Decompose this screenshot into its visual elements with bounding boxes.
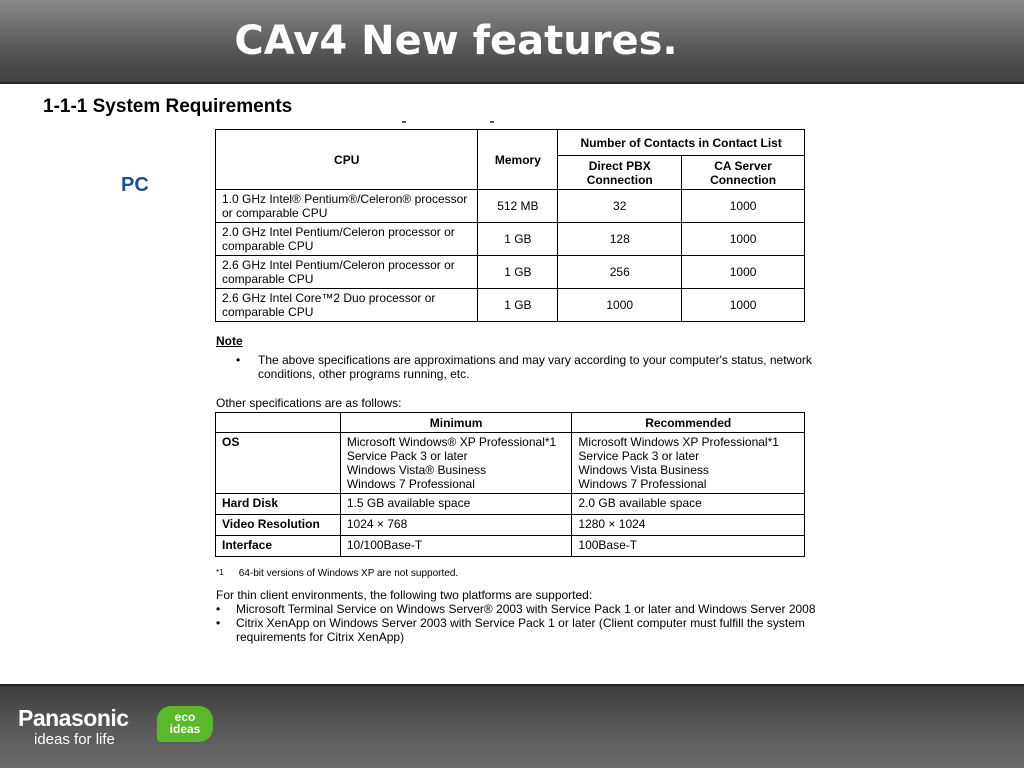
scan-artifact <box>490 121 494 123</box>
spec-minimum <box>340 433 572 494</box>
slide-footer <box>0 684 1024 768</box>
direct-pbx-cell: 1000 <box>558 289 682 322</box>
badge-line-1: eco <box>174 710 196 724</box>
header-recommended: Recommended <box>572 413 805 433</box>
spec-recommended: 2.0 GB available space <box>572 494 805 515</box>
os-line: Windows 7 Professional <box>578 477 707 491</box>
table-row <box>216 494 805 515</box>
list-item-text: Microsoft Terminal Service on Windows Server® 2003 with Service Pack 1 or later and Windows Server 2008 <box>236 602 816 616</box>
note-block <box>216 334 816 381</box>
header-blank <box>216 413 341 433</box>
list-item <box>216 616 816 644</box>
os-line: Windows Vista® Business <box>346 463 487 477</box>
other-specs-table <box>215 412 805 557</box>
header-contacts-group: Number of Contacts in Contact List <box>558 130 805 156</box>
spec-recommended: 1280 × 1024 <box>572 515 805 536</box>
memory-cell: 1 GB <box>478 256 558 289</box>
memory-cell: 1 GB <box>478 223 558 256</box>
eco-ideas-badge <box>157 706 213 742</box>
table-row <box>216 289 805 322</box>
brand-tagline: ideas for life <box>34 731 115 748</box>
ca-server-cell: 1000 <box>682 190 805 223</box>
spec-label: OS <box>216 433 341 494</box>
ca-server-cell: 1000 <box>682 223 805 256</box>
memory-cell: 512 MB <box>478 190 558 223</box>
thin-client-intro: For thin client environments, the following two platforms are supported: <box>216 588 593 602</box>
memory-cell: 1 GB <box>478 289 558 322</box>
scan-artifact <box>402 121 406 123</box>
table-row <box>216 536 805 557</box>
spec-recommended: 100Base-T <box>572 536 805 557</box>
header-minimum: Minimum <box>340 413 572 433</box>
contacts-requirements-table <box>215 129 805 322</box>
cpu-cell: 2.6 GHz Intel Pentium/Celeron processor or comparable CPU <box>216 256 478 289</box>
header-cpu: CPU <box>216 130 478 190</box>
footnote-marker: *1 <box>216 568 224 577</box>
footnote-text: 64-bit versions of Windows XP are not supported. <box>238 568 459 579</box>
header-ca-server: CA Server Connection <box>682 156 805 190</box>
bullet-icon: • <box>216 602 221 616</box>
spec-minimum: 10/100Base-T <box>340 536 572 557</box>
spec-minimum: 1024 × 768 <box>340 515 572 536</box>
pc-label: PC <box>121 174 149 196</box>
badge-line-2: ideas <box>169 722 201 736</box>
header-divider <box>0 82 1024 84</box>
footnote <box>216 568 458 579</box>
list-item-text: Citrix XenApp on Windows Server 2003 with Service Pack 1 or later (Client computer must fulfill the system requirements for Citrix XenApp) <box>236 616 805 644</box>
bullet-icon: • <box>216 616 221 630</box>
ca-server-cell: 1000 <box>682 289 805 322</box>
header-memory: Memory <box>478 130 558 190</box>
slide-title: CAv4 New features. <box>234 18 678 64</box>
brand-logo: Panasonic <box>18 705 129 731</box>
os-line: Microsoft Windows XP Professional*1 <box>578 435 779 449</box>
spec-label: Video Resolution <box>216 515 341 536</box>
note-title: Note <box>216 334 243 348</box>
ca-server-cell: 1000 <box>682 256 805 289</box>
footer-divider <box>0 684 1024 686</box>
table-row <box>216 515 805 536</box>
header-direct-pbx: Direct PBX Connection <box>558 156 682 190</box>
table-row <box>216 256 805 289</box>
bullet-icon: • <box>236 353 241 367</box>
cpu-cell: 2.0 GHz Intel Pentium/Celeron processor or comparable CPU <box>216 223 478 256</box>
spec-label: Interface <box>216 536 341 557</box>
os-line: Windows Vista Business <box>578 463 709 477</box>
direct-pbx-cell: 256 <box>558 256 682 289</box>
os-line: Windows 7 Professional <box>346 477 475 491</box>
direct-pbx-cell: 32 <box>558 190 682 223</box>
os-line: Microsoft Windows® XP Professional*1 <box>346 435 557 449</box>
other-specs-intro: Other specifications are as follows: <box>216 396 402 410</box>
list-item <box>216 602 816 616</box>
spec-minimum: 1.5 GB available space <box>340 494 572 515</box>
table-row <box>216 433 805 494</box>
spec-label: Hard Disk <box>216 494 341 515</box>
os-line: Service Pack 3 or later <box>346 449 468 463</box>
os-line: Service Pack 3 or later <box>578 449 700 463</box>
spec-recommended <box>572 433 805 494</box>
table-row <box>216 190 805 223</box>
thin-client-block <box>216 588 816 644</box>
cpu-cell: 2.6 GHz Intel Core™2 Duo processor or comparable CPU <box>216 289 478 322</box>
cpu-cell: 1.0 GHz Intel® Pentium®/Celeron® processor or comparable CPU <box>216 190 478 223</box>
direct-pbx-cell: 128 <box>558 223 682 256</box>
note-text: The above specifications are approximations and may vary according to your computer's status, network conditions, other programs running, etc. <box>258 353 812 381</box>
section-title: 1-1-1 System Requirements <box>43 96 293 117</box>
table-row <box>216 223 805 256</box>
